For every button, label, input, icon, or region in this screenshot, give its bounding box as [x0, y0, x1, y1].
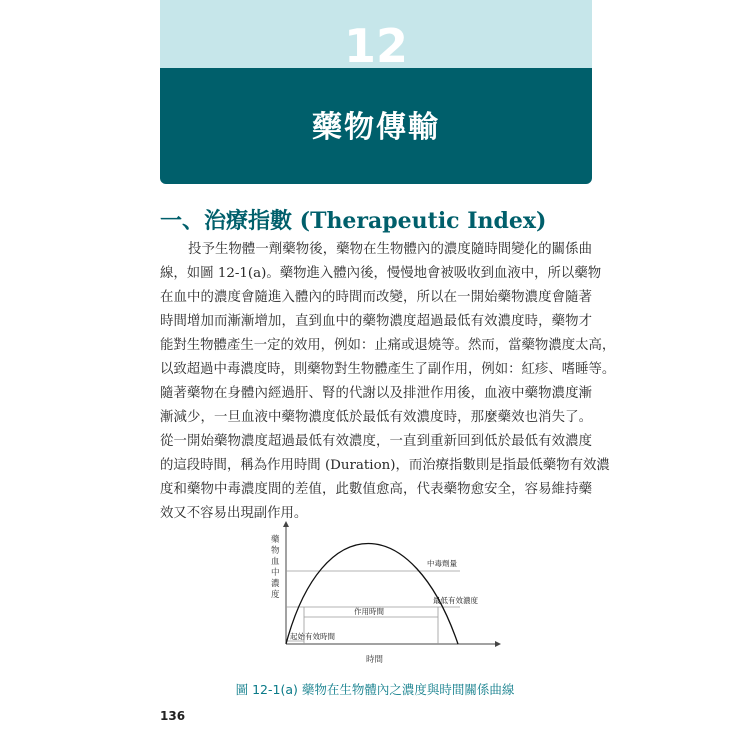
body-line: 漸減少，一旦血液中藥物濃度低於最低有效濃度時，那麼藥效也消失了。: [160, 410, 592, 425]
chapter-banner: [160, 0, 592, 184]
y-axis-arrow: [283, 521, 289, 527]
body-line: 從一開始藥物濃度超過最低有效濃度，一直到重新回到低於最低有效濃度: [160, 434, 592, 449]
body-line: 能對生物體產生一定的效用，例如：止痛或退燒等。然而，當藥物濃度太高，: [160, 338, 616, 353]
body-line: 以致超過中毒濃度時，則藥物對生物體產生了副作用，例如：紅疹、嗜睡等。: [160, 362, 616, 377]
body-line: 的這段時間，稱為作用時間 (Duration)，而治療指數則是指最低藥物有效濃: [160, 458, 610, 473]
body-line: 隨著藥物在身體內經過肝、腎的代謝以及排泄作用後，血液中藥物濃度漸: [160, 386, 592, 401]
page-number: 136: [160, 709, 186, 723]
mec-label: 最低有效濃度: [433, 596, 478, 605]
body-line: 投予生物體一劑藥物後，藥物在生物體內的濃度隨時間變化的關係曲: [188, 242, 592, 257]
y-axis-char: 藥: [271, 535, 280, 545]
duration-label: 作用時間: [354, 607, 384, 616]
body-line: 度和藥物中毒濃度間的差值，此數值愈高，代表藥物愈安全，容易維持藥: [160, 482, 592, 497]
onset-label: 起始有效時間: [290, 632, 335, 641]
body-line: 線，如圖 12-1(a)。藥物進入體內後，慢慢地會被吸收到血液中，所以藥物: [160, 266, 602, 281]
chapter-number: 12: [343, 19, 408, 73]
body-line: 效又不容易出現副作用。: [160, 506, 308, 521]
figure-caption: 圖 12-1(a) 藥物在生物體內之濃度與時間關係曲線: [235, 682, 515, 697]
y-axis-char: 濃: [271, 579, 280, 589]
section-heading: 一、治療指數 (Therapeutic Index): [160, 208, 547, 234]
concentration-time-diagram: [262, 520, 502, 670]
concentration-time-figure: [262, 520, 502, 670]
y-axis-char: 度: [271, 590, 280, 600]
y-axis-char: 血: [271, 557, 280, 567]
x-axis-arrow: [495, 641, 501, 647]
chapter-title: 藥物傳輸: [312, 110, 440, 145]
toxic-level-label: 中毒劑量: [427, 559, 457, 568]
x-axis-label: 時間: [366, 655, 384, 665]
y-axis-char: 物: [271, 546, 280, 556]
y-axis-label: [271, 534, 282, 600]
y-axis-char: 中: [271, 568, 280, 578]
body-paragraph: [160, 238, 616, 526]
body-line: 在血中的濃度會隨進入體內的時間而改變，所以在一開始藥物濃度會隨著: [160, 290, 592, 305]
body-line: 時間增加而漸漸增加，直到血中的藥物濃度超過最低有效濃度時，藥物才: [160, 314, 592, 329]
